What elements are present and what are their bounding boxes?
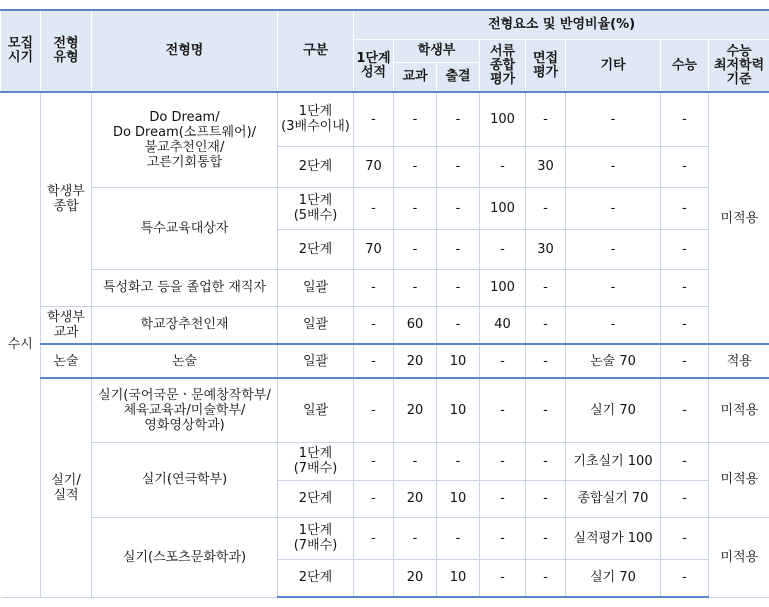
suneung-cell: -	[661, 559, 709, 597]
first-stage-cell: 70	[354, 229, 394, 269]
attendance-cell: -	[437, 517, 480, 559]
interview-cell: 30	[526, 146, 566, 187]
document-cell: 40	[480, 306, 526, 344]
min-standard-cell: 미적용	[709, 378, 769, 442]
program-name: 실기(연극학부)	[92, 442, 278, 517]
first-stage-cell: -	[354, 269, 394, 306]
subject-cell: -	[394, 517, 437, 559]
attendance-cell: -	[437, 306, 480, 344]
interview-cell: -	[526, 559, 566, 597]
other-cell: -	[566, 187, 661, 229]
min-standard-cell: 미적용	[709, 517, 769, 597]
header-elements-title: 전형요소 및 반영비율(%)	[354, 10, 769, 40]
document-cell: 100	[480, 187, 526, 229]
document-cell: -	[480, 378, 526, 442]
program-name: 학교장추천인재	[92, 306, 278, 344]
first-stage-cell: -	[354, 92, 394, 146]
subject-cell: 60	[394, 306, 437, 344]
other-cell: 실적평가 100	[566, 517, 661, 559]
subject-cell: 20	[394, 344, 437, 378]
stage-cell: 일괄	[278, 269, 354, 306]
header-attendance: 출결	[437, 63, 480, 93]
subject-cell: -	[394, 187, 437, 229]
program-name: 논술	[92, 344, 278, 378]
stage-cell: 2단계	[278, 559, 354, 597]
stage-cell: 1단계 (7배수)	[278, 517, 354, 559]
stage-cell: 2단계	[278, 480, 354, 517]
min-standard-cell: 미적용	[709, 442, 769, 517]
first-stage-cell: -	[354, 442, 394, 480]
interview-cell: -	[526, 442, 566, 480]
stage-cell: 1단계 (5배수)	[278, 187, 354, 229]
document-cell: -	[480, 344, 526, 378]
stage-cell: 2단계	[278, 229, 354, 269]
suneung-cell: -	[661, 378, 709, 442]
type-cell-subject: 학생부 교과	[41, 306, 92, 344]
stage-cell: 일괄	[278, 306, 354, 344]
table-row	[1, 344, 769, 378]
header-first-stage: 1단계 성적	[354, 40, 394, 93]
other-cell: -	[566, 92, 661, 146]
stage-cell: 1단계 (3배수이내)	[278, 92, 354, 146]
header-other: 기타	[566, 40, 661, 93]
attendance-cell: -	[437, 442, 480, 480]
first-stage-cell: -	[354, 517, 394, 559]
header-suneung: 수능	[661, 40, 709, 93]
header-category: 구분	[278, 10, 354, 92]
suneung-cell: -	[661, 187, 709, 229]
subject-cell: 20	[394, 378, 437, 442]
other-cell: -	[566, 269, 661, 306]
subject-cell: -	[394, 442, 437, 480]
suneung-cell: -	[661, 229, 709, 269]
other-cell: 실기 70	[566, 559, 661, 597]
document-cell: -	[480, 517, 526, 559]
header-subject: 교과	[394, 63, 437, 93]
table-row	[1, 92, 769, 146]
document-cell: -	[480, 146, 526, 187]
recruit-period-cell: 수시	[1, 92, 41, 597]
attendance-cell: -	[437, 146, 480, 187]
interview-cell: -	[526, 378, 566, 442]
suneung-cell: -	[661, 146, 709, 187]
program-name: 특수교육대상자	[92, 187, 278, 269]
first-stage-cell: -	[354, 187, 394, 229]
other-cell: -	[566, 146, 661, 187]
interview-cell: 30	[526, 229, 566, 269]
subject-cell: 20	[394, 559, 437, 597]
first-stage-cell: -	[354, 344, 394, 378]
interview-cell: -	[526, 187, 566, 229]
header-min-standard: 수능 최저학력 기준	[709, 40, 769, 93]
subject-cell: -	[394, 92, 437, 146]
stage-cell: 2단계	[278, 146, 354, 187]
document-cell: 100	[480, 92, 526, 146]
table-row	[1, 442, 769, 480]
attendance-cell: -	[437, 92, 480, 146]
header-school-record: 학생부	[394, 40, 480, 63]
stage-cell: 1단계 (7배수)	[278, 442, 354, 480]
document-cell: -	[480, 229, 526, 269]
document-cell: -	[480, 559, 526, 597]
table-row	[1, 187, 769, 229]
other-cell: -	[566, 229, 661, 269]
header-document-review: 서류 종합 평가	[480, 40, 526, 93]
program-name: 실기(스포츠문화학과)	[92, 517, 278, 597]
admission-table	[0, 9, 769, 598]
suneung-cell: -	[661, 92, 709, 146]
interview-cell: -	[526, 517, 566, 559]
table-row	[1, 517, 769, 559]
header-type: 전형 유형	[41, 10, 92, 92]
attendance-cell: -	[437, 269, 480, 306]
suneung-cell: -	[661, 344, 709, 378]
suneung-cell: -	[661, 480, 709, 517]
other-cell: 실기 70	[566, 378, 661, 442]
stage-cell: 일괄	[278, 378, 354, 442]
header-name: 전형명	[92, 10, 278, 92]
document-cell: 100	[480, 269, 526, 306]
suneung-cell: -	[661, 442, 709, 480]
other-cell: 논술 70	[566, 344, 661, 378]
first-stage-cell: -	[354, 306, 394, 344]
other-cell: 기초실기 100	[566, 442, 661, 480]
program-name: Do Dream/ Do Dream(소프트웨어)/ 불교추천인재/ 고른기회통합	[92, 92, 278, 187]
table-body	[1, 92, 769, 597]
subject-cell: -	[394, 146, 437, 187]
interview-cell: -	[526, 269, 566, 306]
min-standard-cell: 미적용	[709, 92, 769, 344]
min-standard-cell: 적용	[709, 344, 769, 378]
interview-cell: -	[526, 92, 566, 146]
suneung-cell: -	[661, 517, 709, 559]
suneung-cell: -	[661, 269, 709, 306]
other-cell: 종합실기 70	[566, 480, 661, 517]
interview-cell: -	[526, 480, 566, 517]
table-row	[1, 378, 769, 442]
first-stage-cell: 70	[354, 146, 394, 187]
document-cell: -	[480, 480, 526, 517]
first-stage-cell: -	[354, 480, 394, 517]
interview-cell: -	[526, 344, 566, 378]
first-stage-cell	[354, 559, 394, 597]
attendance-cell: -	[437, 187, 480, 229]
table-header	[1, 10, 769, 92]
table-row	[1, 269, 769, 306]
table-row	[1, 306, 769, 344]
attendance-cell: 10	[437, 480, 480, 517]
attendance-cell: -	[437, 229, 480, 269]
program-name: 특성화고 등을 졸업한 재직자	[92, 269, 278, 306]
type-cell-practical: 실기/ 실적	[41, 378, 92, 597]
interview-cell: -	[526, 306, 566, 344]
attendance-cell: 10	[437, 344, 480, 378]
document-cell: -	[480, 442, 526, 480]
header-interview: 면접 평가	[526, 40, 566, 93]
program-name: 실기(국어국문ㆍ문예창작학부/ 체육교육과/미술학부/ 영화영상학과)	[92, 378, 278, 442]
attendance-cell: 10	[437, 378, 480, 442]
header-recruit-period: 모집 시기	[1, 10, 41, 92]
other-cell: -	[566, 306, 661, 344]
attendance-cell: 10	[437, 559, 480, 597]
type-cell-comprehensive: 학생부 종합	[41, 92, 92, 306]
stage-cell: 일괄	[278, 344, 354, 378]
subject-cell: -	[394, 269, 437, 306]
subject-cell: 20	[394, 480, 437, 517]
first-stage-cell: -	[354, 378, 394, 442]
subject-cell: -	[394, 229, 437, 269]
suneung-cell: -	[661, 306, 709, 344]
type-cell-essay: 논술	[41, 344, 92, 378]
